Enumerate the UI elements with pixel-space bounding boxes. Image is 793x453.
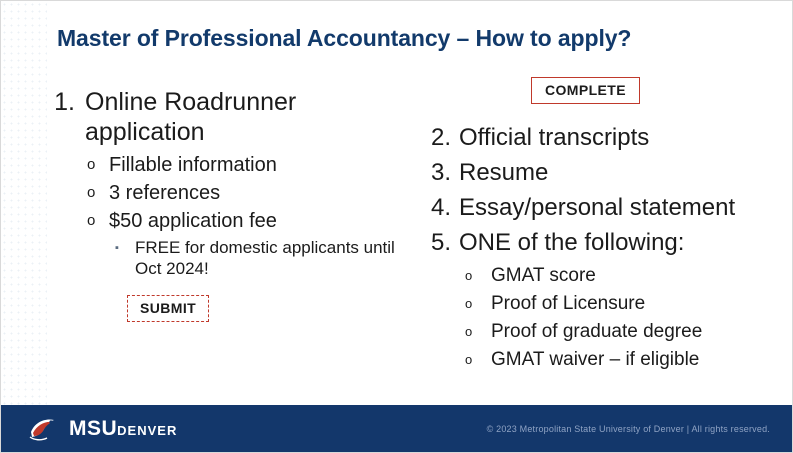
circle-bullet-icon: o	[87, 184, 96, 201]
list-item	[49, 87, 419, 147]
list-item	[465, 346, 769, 374]
left-sub-list	[87, 151, 419, 279]
list-item-label: ONE of the following:	[459, 229, 685, 256]
complete-badge: COMPLETE	[531, 77, 640, 104]
list-item	[429, 190, 769, 225]
list-item	[465, 318, 769, 346]
list-item-label: Fillable information	[109, 154, 277, 176]
circle-bullet-icon: o	[465, 352, 473, 367]
list-item-label: GMAT score	[491, 265, 596, 286]
list-item-label: Proof of graduate degree	[491, 321, 703, 342]
logo-wordmark	[69, 417, 177, 441]
list-item-label: Essay/personal statement	[459, 194, 736, 221]
list-item-label: $50 application fee	[109, 210, 277, 232]
msu-denver-logo	[27, 414, 177, 444]
list-item	[465, 262, 769, 290]
list-item	[429, 155, 769, 190]
list-item-number: 3.	[430, 159, 451, 186]
list-item	[429, 120, 769, 155]
right-sub-list	[465, 262, 769, 374]
list-item	[87, 207, 419, 235]
left-column	[49, 87, 419, 322]
left-sub-sub-list	[115, 237, 419, 279]
roadrunner-bird-icon	[27, 414, 61, 444]
list-item	[87, 151, 419, 179]
list-item	[87, 179, 419, 207]
list-item-number: 5.	[430, 229, 451, 256]
logo-sub-text: DENVER	[117, 422, 178, 438]
list-item-label: Resume	[459, 159, 549, 186]
list-item-label: Official transcripts	[459, 124, 650, 151]
circle-bullet-icon: o	[465, 296, 473, 311]
list-item	[115, 237, 419, 279]
list-item-number: 4.	[430, 194, 451, 221]
right-column	[429, 77, 769, 374]
list-item-label: GMAT waiver – if eligible	[491, 349, 700, 370]
list-item	[465, 290, 769, 318]
circle-bullet-icon: o	[465, 268, 473, 283]
list-item-label: Online Roadrunner application	[85, 88, 297, 146]
square-bullet-icon: ▪	[115, 242, 119, 254]
list-item-label: FREE for domestic applicants until Oct 2024!	[135, 238, 395, 278]
list-item-label: 3 references	[109, 182, 221, 204]
circle-bullet-icon: o	[87, 156, 96, 173]
list-item-number: 2.	[430, 124, 451, 151]
copyright-text: © 2023 Metropolitan State University of Denver | All rights reserved.	[486, 423, 770, 434]
list-item-label: Proof of Licensure	[491, 293, 646, 314]
decorative-dot-texture	[1, 1, 47, 406]
circle-bullet-icon: o	[465, 324, 473, 339]
submit-badge: SUBMIT	[127, 295, 209, 322]
right-list	[429, 120, 769, 374]
list-item	[429, 225, 769, 260]
logo-main-text: MSU	[69, 416, 118, 440]
list-item-number: 1.	[54, 88, 75, 116]
page-title: Master of Professional Accountancy – How to apply?	[57, 25, 632, 51]
footer-bar	[1, 405, 792, 452]
circle-bullet-icon: o	[87, 212, 96, 229]
